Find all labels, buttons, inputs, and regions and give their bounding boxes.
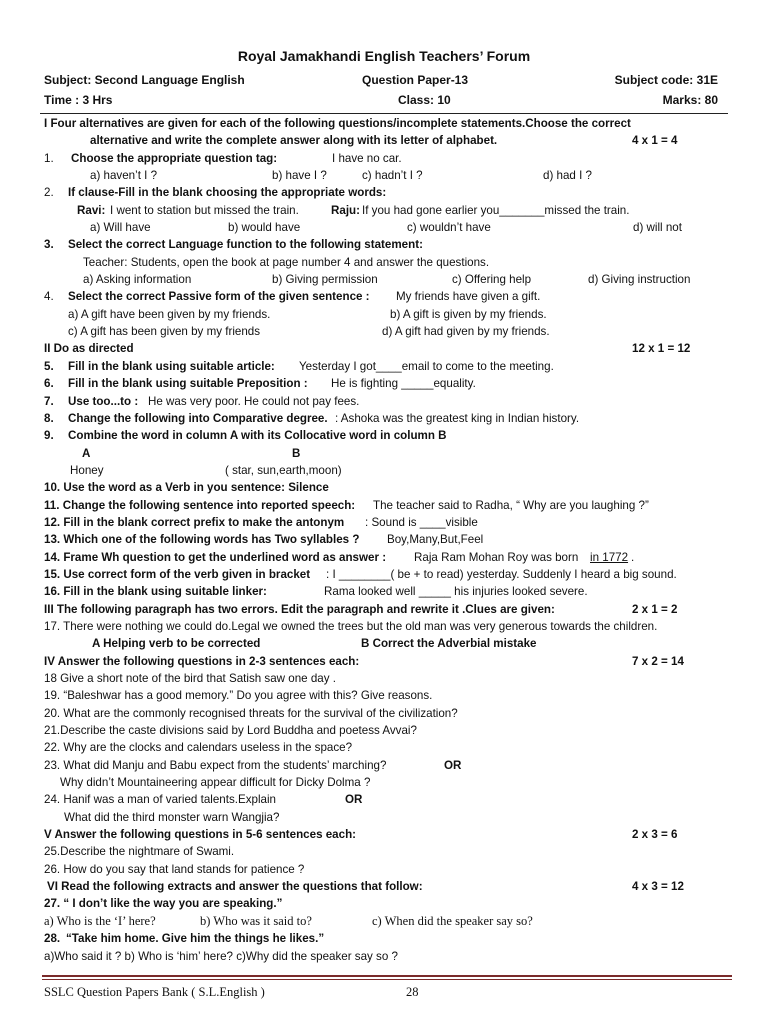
line-text: 11. Change the following sentence into reported speech: <box>44 498 356 512</box>
paper-line <box>44 791 724 808</box>
paper-line <box>44 115 724 132</box>
line-text: 3. <box>44 238 54 252</box>
line-text: Change the following into Comparative degree. <box>68 411 328 425</box>
paper-line <box>44 393 724 410</box>
page-number: 28 <box>406 985 419 999</box>
line-text: 7. <box>44 394 54 408</box>
line-text: 25.Describe the nightmare of Swami. <box>44 845 235 859</box>
line-text: ( star, sun,earth,moon) <box>225 463 342 477</box>
line-text: a) Asking information <box>83 273 192 287</box>
paper-line <box>44 687 724 704</box>
paper-line <box>44 930 724 947</box>
line-text: 28. <box>44 932 61 946</box>
line-text: . <box>631 550 635 564</box>
line-text: c) wouldn’t have <box>407 221 491 235</box>
line-text: 23. What did Manju and Babu expect from the students’ marching? <box>44 758 387 772</box>
forum-title: Royal Jamakhandi English Teachers’ Forum <box>237 48 531 64</box>
paper-line <box>44 323 724 340</box>
line-text: Ravi: <box>77 203 106 217</box>
paper-line <box>44 184 724 201</box>
line-text: in 1772 <box>590 550 629 564</box>
paper-line <box>44 878 724 895</box>
line-text: b) A gift is given by my friends. <box>390 307 547 321</box>
line-text: 16. Fill in the blank using suitable linker: <box>44 585 267 599</box>
line-text: Boy,Many,But,Feel <box>387 533 484 547</box>
paper-line <box>44 236 724 253</box>
paper-line <box>44 167 724 184</box>
line-text: IV Answer the following questions in 2-3 sentences each: <box>44 654 360 668</box>
paper-line <box>44 774 724 791</box>
line-text: Combine the word in column A with its Collocative word in column B <box>68 429 447 443</box>
line-text: Raja Ram Mohan Roy was born <box>414 550 579 564</box>
line-text: a) Will have <box>90 221 151 235</box>
line-text: Select the correct Passive form of the given sentence : <box>68 290 370 304</box>
paper-line <box>44 531 724 548</box>
line-text: III The following paragraph has two errors. Edit the paragraph and rewrite it .Clues are given: <box>44 602 555 616</box>
line-text: II Do as directed <box>44 342 134 356</box>
paper-line <box>44 358 724 375</box>
line-text: B <box>292 446 301 460</box>
paper-line <box>44 653 724 670</box>
line-text: a) Who is the ‘I’ here? <box>44 913 156 928</box>
line-text: What did the third monster warn Wangjia? <box>64 810 280 824</box>
subject-code: Subject code: 31E <box>614 73 718 87</box>
paper-line <box>44 219 724 236</box>
paper-line <box>44 618 724 635</box>
subject-label: Subject: Second Language English <box>44 73 245 87</box>
line-text: 2 x 1 = 2 <box>632 602 678 616</box>
paper-line <box>44 705 724 722</box>
line-text: c) A gift has been given by my friends <box>68 325 261 339</box>
paper-line <box>44 948 724 965</box>
line-text: If clause-Fill in the blank choosing the appropriate words: <box>68 186 387 200</box>
question-paper-number: Question Paper-13 <box>362 73 469 87</box>
line-text: d) will not <box>633 221 682 235</box>
paper-line <box>44 670 724 687</box>
line-text: 7 x 2 = 14 <box>632 654 684 668</box>
paper-line <box>44 375 724 392</box>
line-text: 24. Hanif was a man of varied talents.Explain <box>44 793 276 807</box>
paper-line <box>44 288 724 305</box>
line-text: b) would have <box>228 221 301 235</box>
line-text: He is fighting _____equality. <box>331 377 476 391</box>
line-text: 14. Frame Wh question to get the underlined word as answer : <box>44 550 387 564</box>
line-text: I Four alternatives are given for each of the following questions/incomplete statements.Choose the correct <box>44 117 631 130</box>
paper-line <box>44 132 724 149</box>
line-text: The teacher said to Radha, “ Why are you laughing ?” <box>373 498 649 512</box>
line-text: 1. <box>44 151 54 165</box>
line-text: 27. “ I don’t like the way you are speaking.” <box>44 897 283 911</box>
footer-source: SSLC Question Papers Bank ( S.L.English ) <box>44 985 265 999</box>
line-text: d) Giving instruction <box>588 273 691 287</box>
line-text: 2 x 3 = 6 <box>632 828 678 842</box>
line-text: Honey <box>70 463 104 477</box>
line-text: Choose the appropriate question tag: <box>71 151 278 165</box>
paper-line <box>44 514 724 531</box>
line-text: “Take him home. Give him the things he likes.” <box>66 932 325 946</box>
line-text: Raju: <box>331 203 360 217</box>
line-text: My friends have given a gift. <box>396 290 541 304</box>
line-text: a) haven’t I ? <box>90 169 158 183</box>
line-text: 19. “Baleshwar has a good memory.” Do you agree with this? Give reasons. <box>44 689 433 703</box>
line-text: Why didn’t Mountaineering appear difficult for Dicky Dolma ? <box>60 776 371 790</box>
paper-line <box>44 826 724 843</box>
line-text: 10. Use the word as a Verb in you sentence: Silence <box>44 481 329 495</box>
line-text: Select the correct Language function to the following statement: <box>68 238 423 252</box>
paper-line <box>44 306 724 323</box>
paper-line <box>44 254 724 271</box>
line-text: 20. What are the commonly recognised threats for the survival of the civilization? <box>44 706 458 720</box>
line-text: 2. <box>44 186 54 200</box>
line-text: b) have I ? <box>272 169 327 183</box>
line-text: 12. Fill in the blank correct prefix to make the antonym <box>44 515 345 529</box>
class-label: Class: 10 <box>398 93 451 107</box>
paper-line <box>44 462 724 479</box>
paper-line <box>44 497 724 514</box>
time-label: Time : 3 Hrs <box>44 93 113 107</box>
paper-line <box>44 757 724 774</box>
line-text: I went to station but missed the train. <box>110 203 299 217</box>
line-text: 9. <box>44 429 54 443</box>
line-text: 4 x 1 = 4 <box>632 134 678 148</box>
line-text: OR <box>345 793 363 807</box>
paper-line <box>44 843 724 860</box>
paper-line <box>44 722 724 739</box>
paper-line <box>44 549 724 566</box>
line-text: 13. Which one of the following words has Two syllables ? <box>44 533 360 547</box>
line-text: : Sound is ____visible <box>365 515 478 529</box>
paper-line <box>44 427 724 444</box>
line-text: OR <box>444 758 462 772</box>
line-text: c) When did the speaker say so? <box>372 913 533 928</box>
paper-line <box>44 601 724 618</box>
line-text: 4 x 3 = 12 <box>632 880 684 894</box>
paper-line <box>44 861 724 878</box>
line-text: alternative and write the complete answer along with its letter of alphabet. <box>90 134 498 148</box>
paper-line <box>44 583 724 600</box>
line-text: VI Read the following extracts and answer the questions that follow: <box>47 880 423 894</box>
paper-line <box>44 410 724 427</box>
line-text: Use too...to : <box>68 394 139 408</box>
line-text: Fill in the blank using suitable article: <box>68 359 275 373</box>
line-text: Teacher: Students, open the book at page number 4 and answer the questions. <box>83 255 490 269</box>
line-text: 21.Describe the caste divisions said by Lord Buddha and poetess Avvai? <box>44 724 417 738</box>
line-text: A <box>82 446 91 460</box>
line-text: V Answer the following questions in 5-6 sentences each: <box>44 828 357 842</box>
paper-line <box>44 479 724 496</box>
line-text: 15. Use correct form of the verb given in bracket <box>44 567 311 581</box>
line-text: : I ________( be + to read) yesterday. Suddenly I heard a big sound. <box>326 567 677 581</box>
line-text: Yesterday I got____email to come to the meeting. <box>299 359 554 373</box>
paper-line <box>44 202 724 219</box>
line-text: 12 x 1 = 12 <box>632 342 691 356</box>
line-text: c) hadn’t I ? <box>362 169 423 183</box>
line-text: 22. Why are the clocks and calendars useless in the space? <box>44 741 353 755</box>
line-text: d) A gift had given by my friends. <box>382 325 550 339</box>
line-text: If you had gone earlier you_______missed the train. <box>362 203 630 217</box>
paper-line <box>44 566 724 583</box>
marks-label: Marks: 80 <box>662 93 718 107</box>
line-text: : Ashoka was the greatest king in Indian history. <box>335 411 580 425</box>
paper-line <box>44 895 724 912</box>
line-text: Rama looked well _____ his injuries looked severe. <box>324 585 588 599</box>
line-text: 4. <box>44 290 54 304</box>
line-text: Fill in the blank using suitable Preposition : <box>68 377 308 391</box>
line-text: 26. How do you say that land stands for patience ? <box>44 862 305 876</box>
line-text: a) A gift have been given by my friends. <box>68 307 271 321</box>
footer-rule-thin <box>42 979 732 980</box>
line-text: d) had I ? <box>543 169 592 183</box>
paper-line <box>44 739 724 756</box>
header-rule <box>40 113 728 114</box>
question-body <box>44 115 724 965</box>
line-text: 8. <box>44 411 54 425</box>
line-text: A Helping verb to be corrected <box>92 637 261 651</box>
footer-rule <box>42 975 732 977</box>
line-text: c) Offering help <box>452 273 532 287</box>
paper-line <box>44 150 724 167</box>
line-text: 5. <box>44 359 54 373</box>
line-text: B Correct the Adverbial mistake <box>361 637 537 651</box>
line-text: b) Who was it said to? <box>200 913 312 928</box>
line-text: a)Who said it ? b) Who is ‘him’ here? c)Why did the speaker say so ? <box>44 949 398 963</box>
line-text: 6. <box>44 377 54 391</box>
line-text: b) Giving permission <box>272 273 378 287</box>
line-text: I have no car. <box>332 151 402 165</box>
line-text: He was very poor. He could not pay fees. <box>148 394 360 408</box>
paper-line <box>44 271 724 288</box>
paper-line <box>44 809 724 826</box>
paper-line <box>44 913 724 930</box>
paper-line <box>44 340 724 357</box>
paper-line <box>44 445 724 462</box>
line-text: 18 Give a short note of the bird that Satish saw one day . <box>44 672 336 685</box>
paper-line <box>44 635 724 652</box>
line-text: 17. There were nothing we could do.Legal we owned the trees but the old man was very generous towards the children. <box>44 619 658 633</box>
